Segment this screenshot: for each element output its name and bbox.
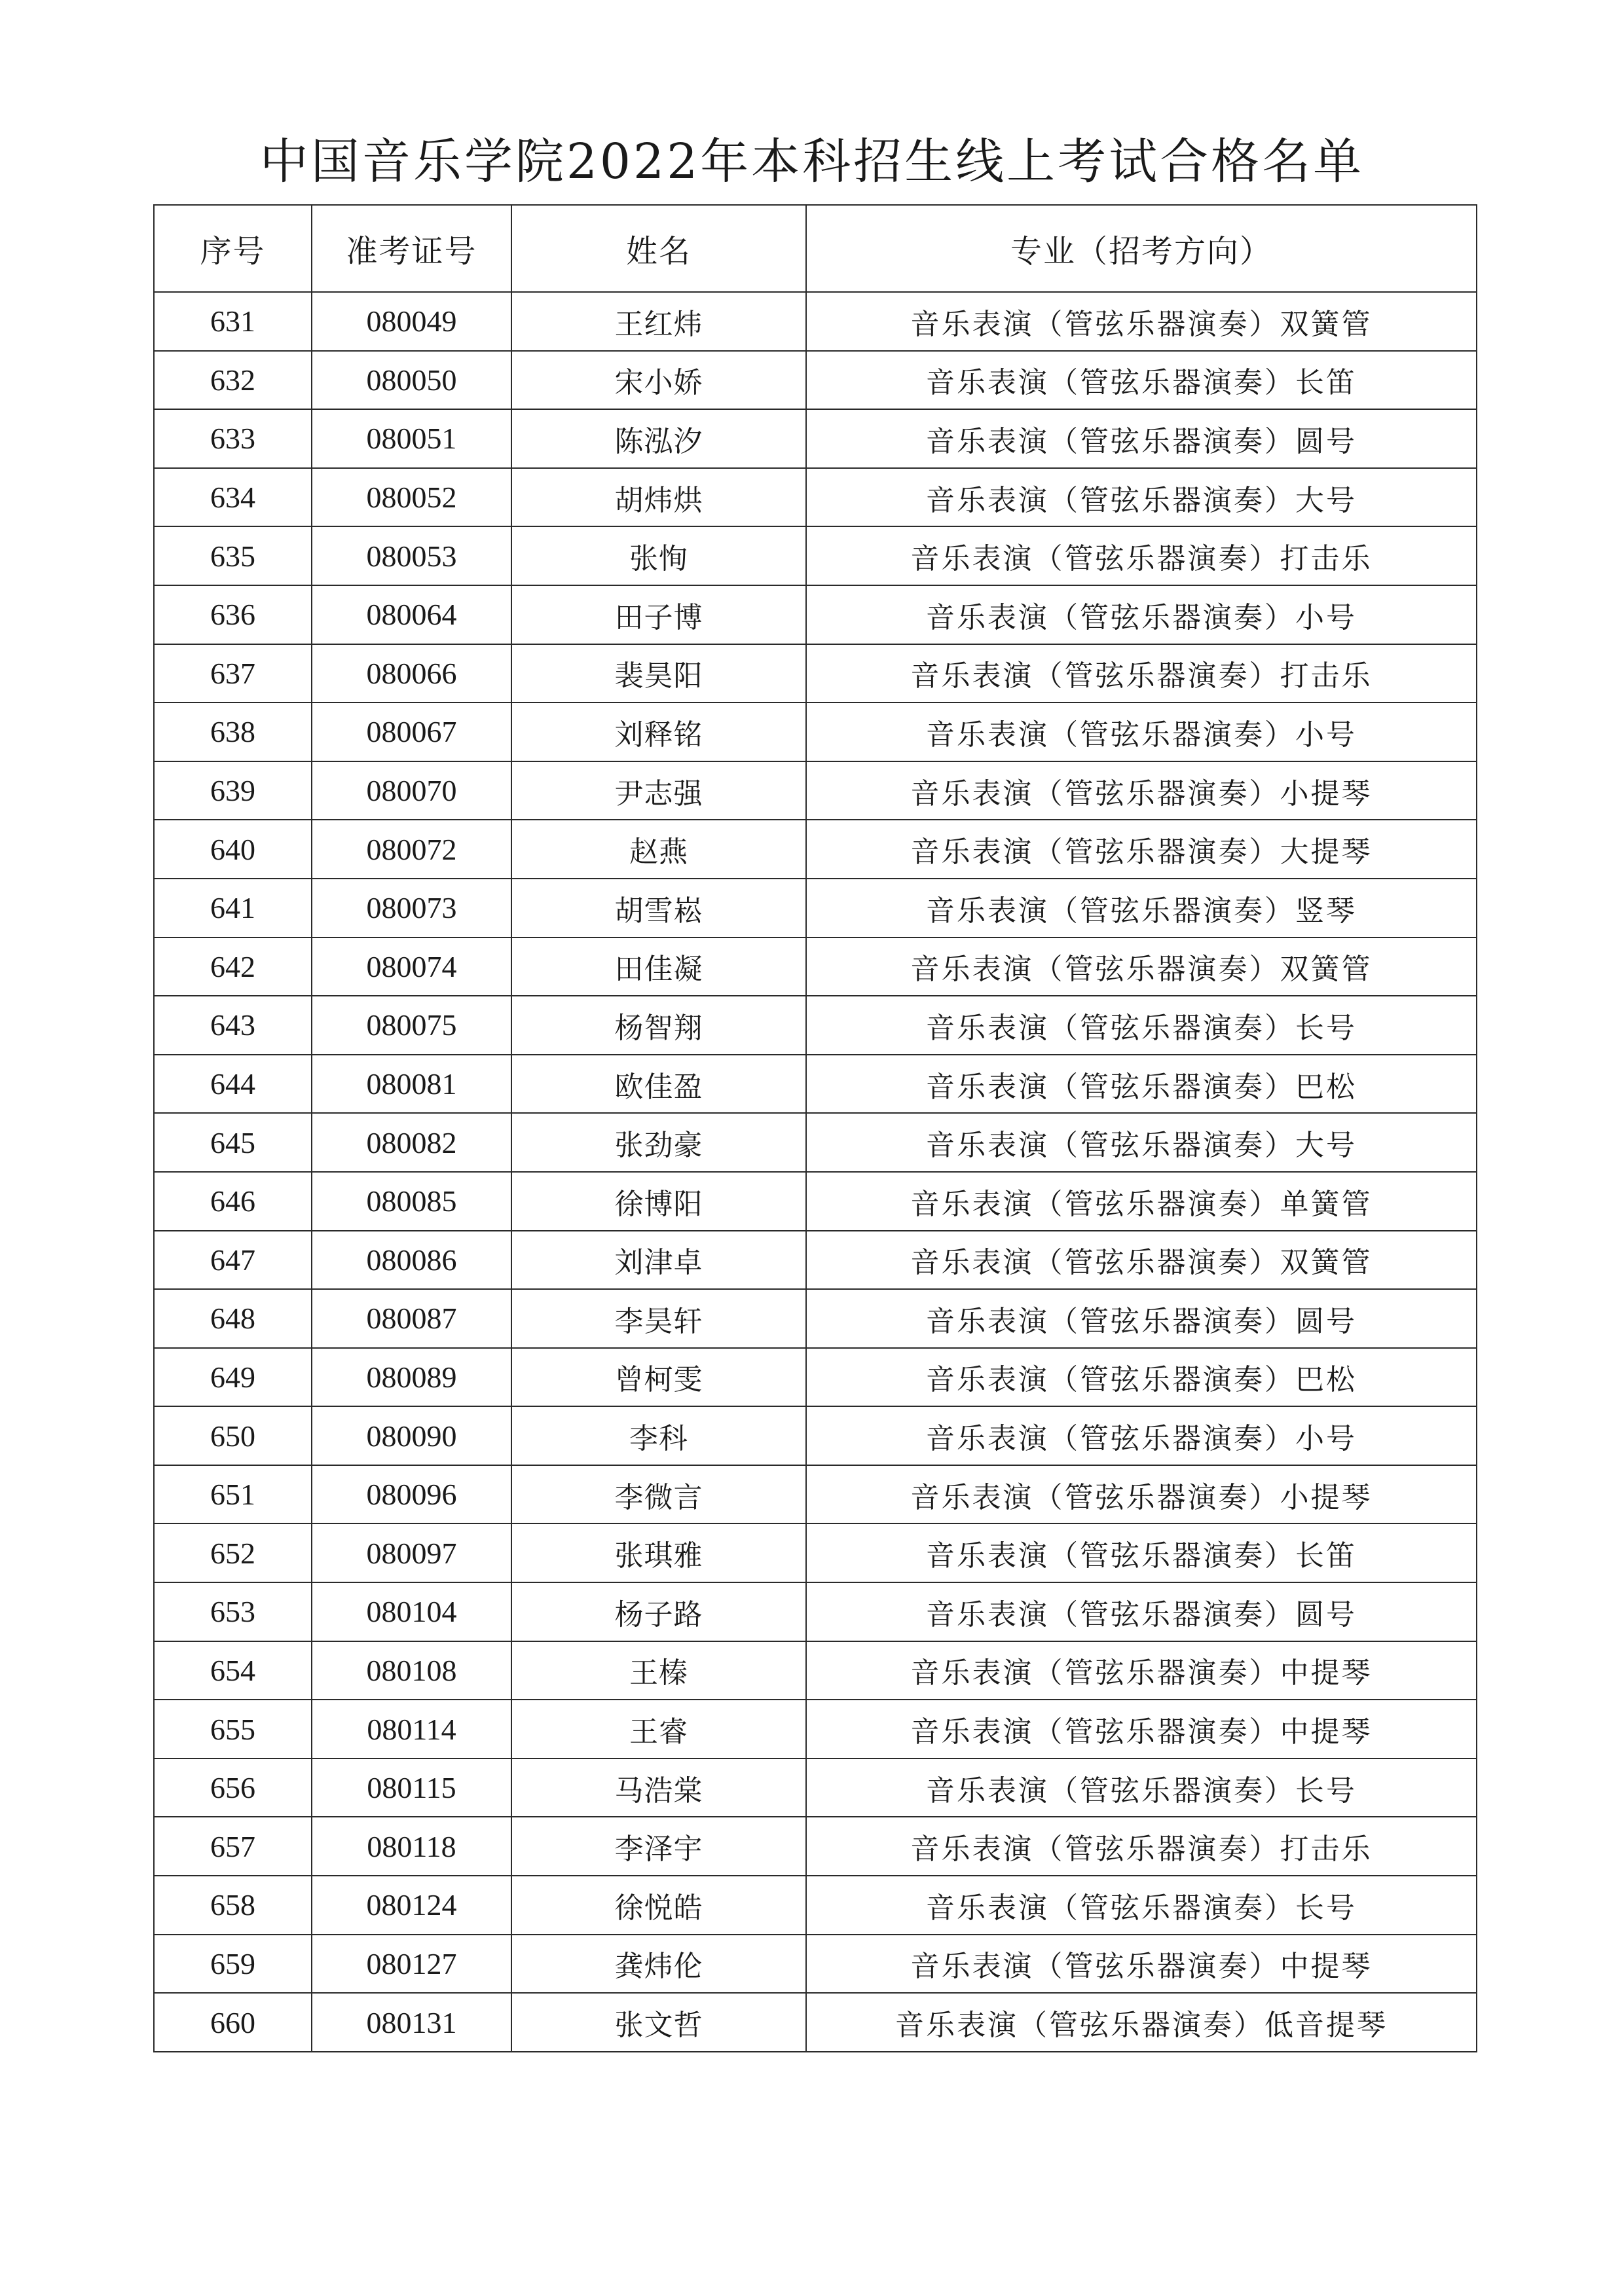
- ticket-number-cell: 080082: [312, 1113, 511, 1172]
- serial-number-cell: 635: [154, 526, 312, 585]
- serial-number-cell: 651: [154, 1465, 312, 1524]
- candidate-name-cell: 胡炜烘: [511, 468, 806, 527]
- table-row: [154, 1935, 1477, 1994]
- serial-number-cell: 641: [154, 879, 312, 938]
- ticket-number-cell: 080066: [312, 644, 511, 703]
- major-cell: 音乐表演（管弦乐器演奏）大提琴: [806, 820, 1477, 879]
- serial-number-cell: 640: [154, 820, 312, 879]
- table-row: [154, 351, 1477, 410]
- major-cell: 音乐表演（管弦乐器演奏）双簧管: [806, 1231, 1477, 1290]
- major-cell: 音乐表演（管弦乐器演奏）打击乐: [806, 644, 1477, 703]
- table-row: [154, 820, 1477, 879]
- major-cell: 音乐表演（管弦乐器演奏）打击乐: [806, 1817, 1477, 1876]
- table-row: [154, 1465, 1477, 1524]
- table-row: [154, 996, 1477, 1055]
- candidate-name-cell: 马浩棠: [511, 1758, 806, 1817]
- major-cell: 音乐表演（管弦乐器演奏）长笛: [806, 351, 1477, 410]
- serial-number-cell: 636: [154, 585, 312, 644]
- table-row: [154, 1055, 1477, 1114]
- candidate-name-cell: 张琪雅: [511, 1523, 806, 1582]
- candidate-name-cell: 杨子路: [511, 1582, 806, 1641]
- table-row: [154, 526, 1477, 585]
- admission-list-table: [153, 204, 1477, 2052]
- table-row: [154, 879, 1477, 938]
- page-title: 中国音乐学院2022年本科招生线上考试合格名单: [259, 134, 1365, 190]
- major-cell: 音乐表演（管弦乐器演奏）双簧管: [806, 938, 1477, 996]
- serial-number-cell: 637: [154, 644, 312, 703]
- ticket-number-cell: 080097: [312, 1523, 511, 1582]
- candidate-name-cell: 李科: [511, 1406, 806, 1465]
- serial-number-cell: 659: [154, 1935, 312, 1994]
- ticket-number-cell: 080051: [312, 409, 511, 468]
- column-header-serial: 序号: [154, 205, 312, 292]
- ticket-number-cell: 080104: [312, 1582, 511, 1641]
- ticket-number-cell: 080075: [312, 996, 511, 1055]
- ticket-number-cell: 080118: [312, 1817, 511, 1876]
- major-cell: 音乐表演（管弦乐器演奏）竖琴: [806, 879, 1477, 938]
- candidate-name-cell: 王红炜: [511, 292, 806, 351]
- table-row: [154, 585, 1477, 644]
- candidate-name-cell: 徐悦皓: [511, 1876, 806, 1935]
- table-row: [154, 1113, 1477, 1172]
- candidate-name-cell: 张恂: [511, 526, 806, 585]
- serial-number-cell: 646: [154, 1172, 312, 1231]
- major-cell: 音乐表演（管弦乐器演奏）圆号: [806, 409, 1477, 468]
- ticket-number-cell: 080115: [312, 1758, 511, 1817]
- table-row: [154, 409, 1477, 468]
- ticket-number-cell: 080127: [312, 1935, 511, 1994]
- major-cell: 音乐表演（管弦乐器演奏）中提琴: [806, 1935, 1477, 1994]
- candidate-name-cell: 田佳凝: [511, 938, 806, 996]
- serial-number-cell: 644: [154, 1055, 312, 1114]
- serial-number-cell: 655: [154, 1700, 312, 1758]
- table-row: [154, 1993, 1477, 2052]
- table-row: [154, 1289, 1477, 1348]
- table-row: [154, 1582, 1477, 1641]
- column-header-name: 姓名: [511, 205, 806, 292]
- candidate-name-cell: 刘释铭: [511, 702, 806, 761]
- ticket-number-cell: 080074: [312, 938, 511, 996]
- major-cell: 音乐表演（管弦乐器演奏）低音提琴: [806, 1993, 1477, 2052]
- candidate-name-cell: 尹志强: [511, 761, 806, 820]
- major-cell: 音乐表演（管弦乐器演奏）大号: [806, 1113, 1477, 1172]
- major-cell: 音乐表演（管弦乐器演奏）双簧管: [806, 292, 1477, 351]
- table-row: [154, 1758, 1477, 1817]
- serial-number-cell: 657: [154, 1817, 312, 1876]
- candidate-name-cell: 赵燕: [511, 820, 806, 879]
- candidate-name-cell: 裴昊阳: [511, 644, 806, 703]
- ticket-number-cell: 080067: [312, 702, 511, 761]
- table-row: [154, 761, 1477, 820]
- serial-number-cell: 631: [154, 292, 312, 351]
- serial-number-cell: 632: [154, 351, 312, 410]
- serial-number-cell: 658: [154, 1876, 312, 1935]
- table-row: [154, 1523, 1477, 1582]
- serial-number-cell: 650: [154, 1406, 312, 1465]
- major-cell: 音乐表演（管弦乐器演奏）圆号: [806, 1582, 1477, 1641]
- ticket-number-cell: 080073: [312, 879, 511, 938]
- serial-number-cell: 653: [154, 1582, 312, 1641]
- major-cell: 音乐表演（管弦乐器演奏）小号: [806, 1406, 1477, 1465]
- candidate-name-cell: 陈泓汐: [511, 409, 806, 468]
- candidate-name-cell: 李昊轩: [511, 1289, 806, 1348]
- serial-number-cell: 648: [154, 1289, 312, 1348]
- table-row: [154, 1817, 1477, 1876]
- candidate-name-cell: 徐博阳: [511, 1172, 806, 1231]
- ticket-number-cell: 080090: [312, 1406, 511, 1465]
- ticket-number-cell: 080131: [312, 1993, 511, 2052]
- serial-number-cell: 652: [154, 1523, 312, 1582]
- candidate-name-cell: 曾柯雯: [511, 1348, 806, 1407]
- ticket-number-cell: 080052: [312, 468, 511, 527]
- table-row: [154, 1172, 1477, 1231]
- major-cell: 音乐表演（管弦乐器演奏）长号: [806, 996, 1477, 1055]
- major-cell: 音乐表演（管弦乐器演奏）中提琴: [806, 1641, 1477, 1700]
- major-cell: 音乐表演（管弦乐器演奏）小号: [806, 702, 1477, 761]
- ticket-number-cell: 080070: [312, 761, 511, 820]
- major-cell: 音乐表演（管弦乐器演奏）长笛: [806, 1523, 1477, 1582]
- serial-number-cell: 645: [154, 1113, 312, 1172]
- ticket-number-cell: 080086: [312, 1231, 511, 1290]
- serial-number-cell: 633: [154, 409, 312, 468]
- major-cell: 音乐表演（管弦乐器演奏）小提琴: [806, 1465, 1477, 1524]
- candidate-name-cell: 欧佳盈: [511, 1055, 806, 1114]
- candidate-name-cell: 宋小娇: [511, 351, 806, 410]
- table-row: [154, 1700, 1477, 1758]
- table-header-row: [154, 205, 1477, 292]
- ticket-number-cell: 080064: [312, 585, 511, 644]
- candidate-name-cell: 张劲豪: [511, 1113, 806, 1172]
- serial-number-cell: 639: [154, 761, 312, 820]
- serial-number-cell: 643: [154, 996, 312, 1055]
- ticket-number-cell: 080089: [312, 1348, 511, 1407]
- table-row: [154, 1406, 1477, 1465]
- table-row: [154, 1231, 1477, 1290]
- table-row: [154, 644, 1477, 703]
- ticket-number-cell: 080053: [312, 526, 511, 585]
- candidate-name-cell: 田子博: [511, 585, 806, 644]
- serial-number-cell: 638: [154, 702, 312, 761]
- serial-number-cell: 660: [154, 1993, 312, 2052]
- column-header-major: 专业（招考方向）: [806, 205, 1477, 292]
- table-row: [154, 468, 1477, 527]
- candidate-name-cell: 张文哲: [511, 1993, 806, 2052]
- major-cell: 音乐表演（管弦乐器演奏）大号: [806, 468, 1477, 527]
- ticket-number-cell: 080108: [312, 1641, 511, 1700]
- table-row: [154, 1876, 1477, 1935]
- major-cell: 音乐表演（管弦乐器演奏）中提琴: [806, 1700, 1477, 1758]
- ticket-number-cell: 080085: [312, 1172, 511, 1231]
- major-cell: 音乐表演（管弦乐器演奏）长号: [806, 1876, 1477, 1935]
- table-row: [154, 1641, 1477, 1700]
- candidate-name-cell: 龚炜伦: [511, 1935, 806, 1994]
- serial-number-cell: 634: [154, 468, 312, 527]
- major-cell: 音乐表演（管弦乐器演奏）巴松: [806, 1055, 1477, 1114]
- candidate-name-cell: 刘津卓: [511, 1231, 806, 1290]
- major-cell: 音乐表演（管弦乐器演奏）小号: [806, 585, 1477, 644]
- candidate-name-cell: 胡雪崧: [511, 879, 806, 938]
- candidate-name-cell: 李泽宇: [511, 1817, 806, 1876]
- ticket-number-cell: 080096: [312, 1465, 511, 1524]
- table-row: [154, 702, 1477, 761]
- candidate-name-cell: 杨智翔: [511, 996, 806, 1055]
- column-header-ticket-number: 准考证号: [312, 205, 511, 292]
- major-cell: 音乐表演（管弦乐器演奏）圆号: [806, 1289, 1477, 1348]
- table-row: [154, 292, 1477, 351]
- major-cell: 音乐表演（管弦乐器演奏）打击乐: [806, 526, 1477, 585]
- candidate-name-cell: 王睿: [511, 1700, 806, 1758]
- serial-number-cell: 647: [154, 1231, 312, 1290]
- major-cell: 音乐表演（管弦乐器演奏）单簧管: [806, 1172, 1477, 1231]
- candidate-name-cell: 李微言: [511, 1465, 806, 1524]
- major-cell: 音乐表演（管弦乐器演奏）小提琴: [806, 761, 1477, 820]
- ticket-number-cell: 080124: [312, 1876, 511, 1935]
- ticket-number-cell: 080049: [312, 292, 511, 351]
- table-row: [154, 1348, 1477, 1407]
- serial-number-cell: 642: [154, 938, 312, 996]
- major-cell: 音乐表演（管弦乐器演奏）巴松: [806, 1348, 1477, 1407]
- major-cell: 音乐表演（管弦乐器演奏）长号: [806, 1758, 1477, 1817]
- serial-number-cell: 649: [154, 1348, 312, 1407]
- ticket-number-cell: 080081: [312, 1055, 511, 1114]
- table-row: [154, 938, 1477, 996]
- serial-number-cell: 654: [154, 1641, 312, 1700]
- ticket-number-cell: 080050: [312, 351, 511, 410]
- ticket-number-cell: 080114: [312, 1700, 511, 1758]
- ticket-number-cell: 080072: [312, 820, 511, 879]
- candidate-name-cell: 王榛: [511, 1641, 806, 1700]
- ticket-number-cell: 080087: [312, 1289, 511, 1348]
- serial-number-cell: 656: [154, 1758, 312, 1817]
